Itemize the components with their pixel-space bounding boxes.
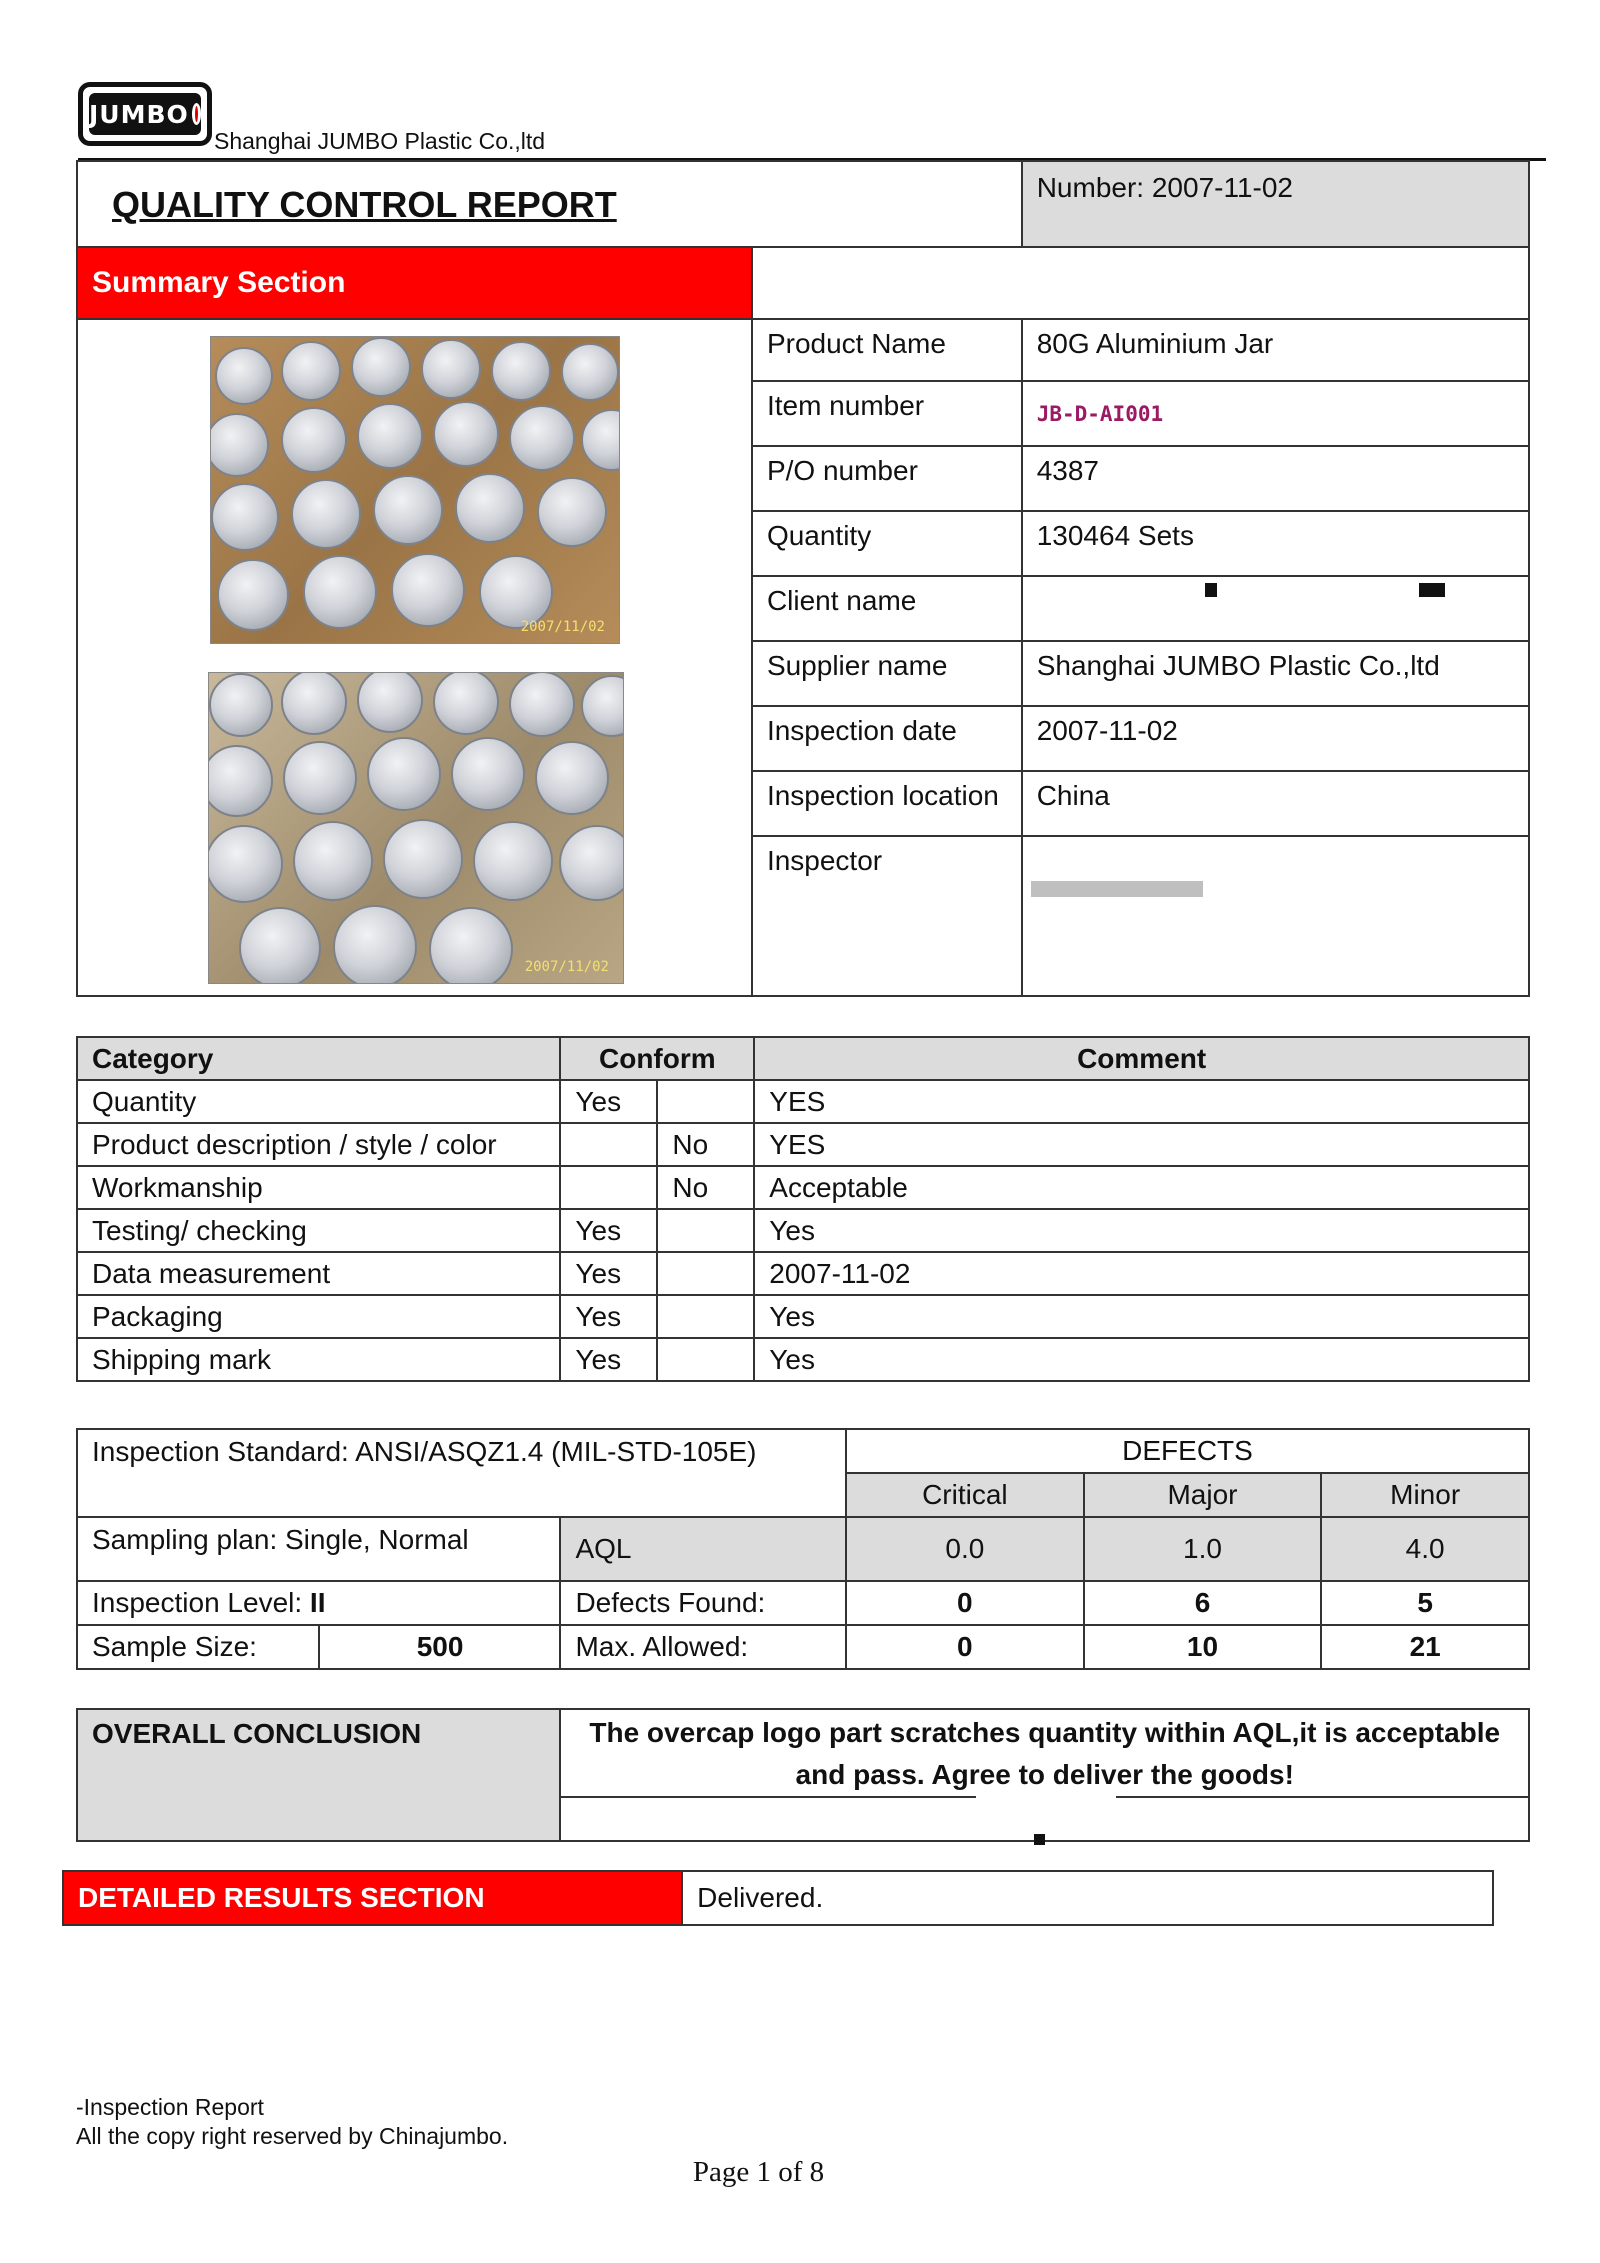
minor-header: Minor [1321,1473,1529,1517]
aluminium-jar-lids-photo [210,336,620,644]
info-label: Inspector [752,836,1022,996]
logo-text: JUMBO [89,99,189,129]
detailed-results-table [62,1870,1494,1926]
redaction-mark [1205,583,1217,597]
redaction-mark [1419,583,1445,597]
table-row: Data measurement Yes 2007-11-02 [77,1252,1529,1295]
inspection-level-value: II [309,1587,326,1618]
table-row: Quantity Yes YES [77,1080,1529,1123]
detailed-results-value: Delivered. [682,1871,1493,1925]
max-allowed-label: Max. Allowed: [560,1625,846,1669]
conclusion-gap [976,1794,1116,1834]
overall-conclusion-text: The overcap logo part scratches quantity within AQL,it is acceptable and pass. Agree to deliver the goods! [560,1709,1529,1797]
info-value: 4387 [1022,446,1529,511]
major-header: Major [1084,1473,1322,1517]
info-label: P/O number [752,446,1022,511]
aql-label: AQL [560,1517,846,1581]
info-value: 130464 Sets [1022,511,1529,576]
redaction-mark [1034,1834,1045,1845]
info-value: Shanghai JUMBO Plastic Co.,ltd [1022,641,1529,706]
overall-conclusion-label: OVERALL CONCLUSION [77,1709,560,1841]
max-allowed-major: 10 [1084,1625,1322,1669]
table-row: Product description / style / color No YES [77,1123,1529,1166]
info-label: Inspection date [752,706,1022,771]
inspector-value [1022,836,1529,996]
item-number-value [1022,381,1529,446]
category-header: Category [77,1037,560,1080]
info-value: 80G Aluminium Jar [1022,319,1529,381]
info-label: Inspection location [752,771,1022,836]
info-label: Item number [752,381,1022,446]
sampling-plan: Sampling plan: Single, Normal [77,1517,560,1581]
critical-header: Critical [846,1473,1084,1517]
summary-blank-cell [752,247,1529,319]
company-name: Shanghai JUMBO Plastic Co.,ltd [214,128,546,154]
info-label: Product Name [752,319,1022,381]
aql-minor: 4.0 [1321,1517,1529,1581]
item-code: JB-D-AI001 [1036,402,1164,426]
max-allowed-critical: 0 [846,1625,1084,1669]
defects-found-critical: 0 [846,1581,1084,1625]
conclusion-table [76,1708,1530,1842]
sample-size-label: Sample Size: [77,1625,319,1669]
inspection-standard: Inspection Standard: ANSI/ASQZ1.4 (MIL-STD-105E) [77,1429,846,1517]
category-table [76,1036,1530,1382]
photo-date-stamp: 2007/11/02 [520,619,605,635]
aql-critical: 0.0 [846,1517,1084,1581]
defects-found-minor: 5 [1321,1581,1529,1625]
table-row: Workmanship No Acceptable [77,1166,1529,1209]
info-label: Client name [752,576,1022,641]
sample-size-value: 500 [319,1625,561,1669]
aluminium-jar-bases-photo [208,672,624,984]
info-value: China [1022,771,1529,836]
aql-major: 1.0 [1084,1517,1322,1581]
defects-found-major: 6 [1084,1581,1322,1625]
defects-header: DEFECTS [846,1429,1529,1473]
table-row: Packaging Yes Yes [77,1295,1529,1338]
photos-cell [77,319,752,996]
inspection-table [76,1428,1530,1670]
summary-table [76,160,1530,997]
photo-date-stamp: 2007/11/02 [524,959,609,975]
info-value: 2007-11-02 [1022,706,1529,771]
footer-line-1: -Inspection Report [76,2094,264,2120]
report-number: Number: 2007-11-02 [1022,161,1529,247]
info-label: Supplier name [752,641,1022,706]
table-row: Testing/ checking Yes Yes [77,1209,1529,1252]
table-row: Shipping mark Yes Yes [77,1338,1529,1381]
footer-line-2: All the copy right reserved by Chinajumbo. [76,2123,509,2149]
summary-section-label: Summary Section [77,247,752,319]
client-name-value [1022,576,1529,641]
redaction-mark [1031,881,1203,897]
report-title-cell [77,161,1022,247]
defects-found-label: Defects Found: [560,1581,846,1625]
page-number: Page 1 of 8 [692,2156,825,2188]
conform-header: Conform [560,1037,754,1080]
comment-header: Comment [754,1037,1529,1080]
max-allowed-minor: 21 [1321,1625,1529,1669]
jumbo-logo [78,82,212,146]
inspection-level: Inspection Level: II [77,1581,560,1625]
info-label: Quantity [752,511,1022,576]
detailed-results-label: DETAILED RESULTS SECTION [63,1871,682,1925]
logo-dot-icon [192,103,201,125]
report-title: QUALITY CONTROL REPORT [112,184,617,225]
